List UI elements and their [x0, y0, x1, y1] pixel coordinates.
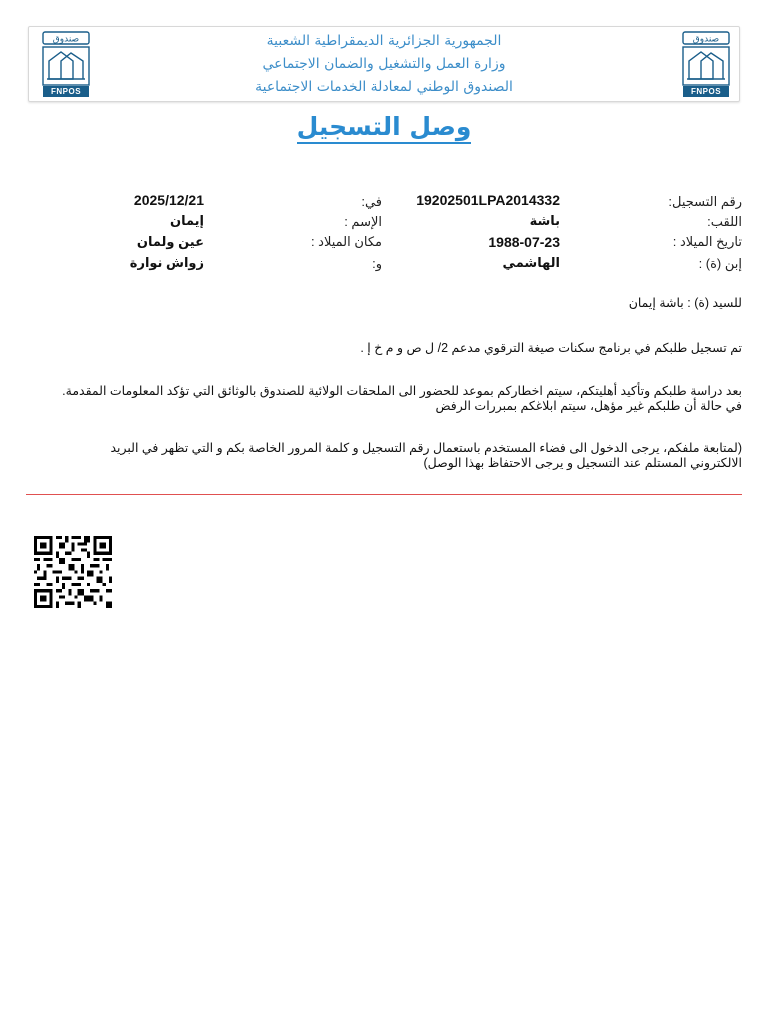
fnpos-logo-icon [681, 31, 731, 87]
follow-up-line-2: الالكتروني المستلم عند التسجيل و يرجى الاحتفاظ بهذا الوصل) [423, 456, 742, 470]
letterhead-text [149, 30, 619, 99]
surname-label: اللقب: [707, 214, 742, 229]
follow-up-paragraph [30, 441, 742, 471]
birthdate-label: تاريخ الميلاد : [672, 234, 742, 249]
birthplace-label: مكان الميلاد : [310, 234, 382, 249]
divider [26, 494, 742, 495]
greeting: للسيد (ة) : باشة إيمان [628, 296, 742, 310]
fund-name: الصندوق الوطني لمعادلة الخدمات الاجتماعية [255, 79, 513, 95]
registration-number-value: 19202501LPA2014332 [416, 192, 560, 208]
eligibility-line-1: بعد دراسة طلبكم وتأكيد أهليتكم، سيتم اخطاركم بموعد للحضور الى الملحقات الولائية للصندوق بالوثائق التي تؤكد المعلومات المقدمة. [62, 384, 742, 398]
son-of-value: الهاشمي [502, 255, 560, 270]
fnpos-logo-right [681, 31, 731, 97]
logo-top-text: صندوق [692, 34, 720, 45]
ministry-name: وزارة العمل والتشغيل والضمان الاجتماعي [262, 56, 506, 72]
letterhead [28, 26, 740, 102]
registration-number-label: رقم التسجيل: [668, 194, 742, 209]
birthdate-value: 1988-07-23 [488, 234, 560, 250]
document-title: وصل التسجيل [297, 112, 472, 144]
eligibility-line-2: في حالة أن طلبكم غير مؤهل، سيتم ابلاغكم بمبررات الرفض [435, 399, 742, 413]
republic-name: الجمهورية الجزائرية الديمقراطية الشعبية [266, 33, 502, 49]
registration-confirmation: تم تسجيل طلبكم في برنامج سكنات صيغة الترقوي مدعم 2/ ل ص و م خ إ . [360, 341, 742, 355]
surname-value: باشة [529, 213, 560, 228]
logo-label: FNPOS [683, 86, 729, 97]
and-value: زواش نوارة [129, 255, 204, 270]
follow-up-line-1: (لمتابعة ملفكم، يرجى الدخول الى فضاء المستخدم باستعمال رقم التسجيل و كلمة المرور الخاصة بكم و التي تظهر في البريد [110, 441, 742, 455]
date-label: في: [361, 194, 382, 209]
birthplace-value: عين ولمان [136, 234, 204, 249]
logo-label: FNPOS [43, 86, 89, 97]
name-value: إيمان [169, 213, 204, 228]
fnpos-logo-icon [41, 31, 91, 87]
fnpos-logo-left [41, 31, 91, 97]
document-title-wrap [0, 112, 768, 141]
date-value: 2025/12/21 [133, 192, 204, 208]
name-label: الإسم : [344, 214, 382, 229]
logo-top-text: صندوق [52, 34, 80, 45]
qr-code [34, 536, 112, 608]
eligibility-paragraph [30, 384, 742, 414]
son-of-label: إبن (ة) : [698, 256, 742, 271]
and-label: و: [372, 256, 382, 271]
